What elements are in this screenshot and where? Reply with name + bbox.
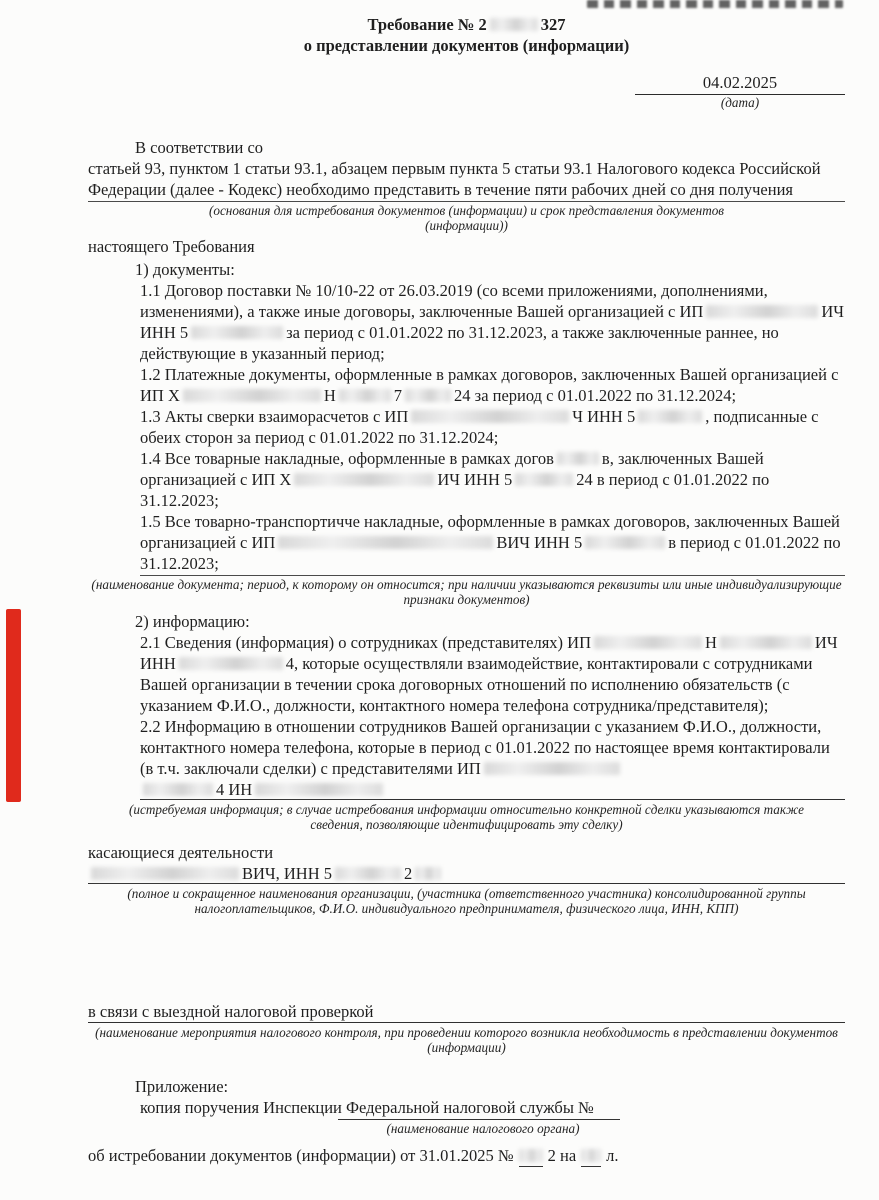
redaction <box>335 867 401 880</box>
info-item-2-1 <box>140 632 845 716</box>
information-caption: (истребуемая информация; в случае истребования информации относительно конкретной сделки указываются также сведения, позволяющие идентифицировать эту сделку) <box>129 801 804 832</box>
continuation-text: настоящего Требования <box>88 236 255 256</box>
attachment-heading: Приложение: <box>135 1076 229 1096</box>
attachment-line: копия поручения Инспекции Федеральной налоговой службы № <box>140 1097 594 1117</box>
grounds-caption: (основания для истребования документов (информации) и срок представления документов (информации)) <box>208 202 725 233</box>
redaction <box>255 783 383 796</box>
field-underline <box>140 575 845 576</box>
vertical-gap <box>88 917 845 1001</box>
item-text: ИЧ ИНН 5 <box>437 469 513 489</box>
bottom-text: 2 на <box>547 1146 577 1165</box>
item-text: Ч ИНН 5 <box>572 406 636 426</box>
item-text: 2.1 Сведения (информация) о сотрудниках (представителях) ИП <box>140 632 591 652</box>
redaction <box>143 783 213 796</box>
subject-caption: (полное и сокращенное наименования организации, (участника (ответственного участника) консолидированной группы налогоплательщиков, Ф.И.О. индивидуального предпринимателя, физического лица, ИНН, КПП) <box>127 885 806 916</box>
item-text: 4, которые осуществляли взаимодействие, контактировали с сотрудниками Вашей организации в течении срока договорных отношений по исполнению обязательств (с указанием Ф.И.О., должности, контактного номера телефона сотрудника/представителя); <box>140 653 813 715</box>
redaction <box>585 536 665 549</box>
intro-paragraph <box>88 137 845 200</box>
cut-off-text-fragment <box>587 0 843 8</box>
redaction <box>490 18 538 31</box>
title-line-1 <box>88 14 845 35</box>
item-text: 2.2 Информацию в отношении сотрудников Вашей организации с указанием Ф.И.О., должности, контактного номера телефона, которые в период с 01.01.2022 по настоящее время контактировали (в т.ч. заключали сделки) с представителями ИП <box>140 716 830 778</box>
redaction <box>515 473 573 486</box>
subject-name-line <box>88 863 845 884</box>
red-highlight-marker <box>6 609 21 802</box>
redaction <box>278 536 493 549</box>
bottom-text: об истребовании документов (информации) от 31.01.2025 № <box>88 1146 514 1165</box>
redaction <box>91 867 239 880</box>
redaction <box>557 452 599 465</box>
item-text: 24 за период с 01.01.2022 по 31.12.2024; <box>454 385 737 405</box>
subject-lead: касающиеся деятельности <box>88 842 274 862</box>
redaction <box>638 410 702 423</box>
redaction <box>706 305 818 318</box>
redaction <box>294 473 434 486</box>
documents-list <box>88 280 845 574</box>
doc-item-1-2 <box>140 364 845 406</box>
documents-heading: 1) документы: <box>135 259 235 279</box>
doc-item-1-3 <box>140 406 845 448</box>
redaction <box>594 636 702 649</box>
information-list <box>88 632 845 779</box>
reason-caption: (наименование мероприятия налогового контроля, при проведении которого возникла необходимость в представлении документов (информации) <box>95 1024 838 1055</box>
item-text: в, заключенных Вашей организацией с ИП Х <box>140 448 764 489</box>
item-text: 1.3 Акты сверки взаиморасчетов с ИП <box>140 406 409 426</box>
redaction <box>484 762 620 775</box>
item-text: 1.5 Все товарно-транспортичче накладные, оформленные в рамках договоров, заключенных Вашей организацией с ИП <box>140 511 840 552</box>
doc-item-1-1 <box>140 280 845 364</box>
bottom-text: л. <box>606 1146 619 1165</box>
redaction <box>183 389 321 402</box>
redaction <box>339 389 391 402</box>
org-caption: (наименование налогового органа) <box>386 1120 580 1136</box>
item-text: ИЧ ИНН <box>140 632 838 673</box>
redaction <box>720 636 812 649</box>
redacted-number-field <box>519 1145 543 1167</box>
item-text: 24 в период с 01.01.2022 по 31.12.2023; <box>140 469 770 510</box>
item-text: в период с 01.01.2022 по 31.12.2023; <box>140 532 841 573</box>
item-text: Н <box>323 385 336 405</box>
date-caption: (дата) <box>720 95 760 110</box>
item-text: ВИЧ ИНН 5 <box>496 532 583 552</box>
redaction <box>519 1149 543 1162</box>
redaction <box>191 326 283 339</box>
intro-line-1: В соответствии со <box>135 137 264 157</box>
doc-item-1-4 <box>140 448 845 511</box>
redacted-underlined-line <box>140 779 845 800</box>
bottom-line <box>88 1145 845 1167</box>
documents-caption: (наименование документа; период, к которому он относится; при наличии указываются реквизиты или иные индивидуализирующие признаки документов) <box>91 576 842 607</box>
item-text: , подписанные с обеих сторон за период с 01.01.2022 по 31.12.2024; <box>140 406 819 447</box>
document-title <box>88 14 845 56</box>
redaction <box>405 389 451 402</box>
title-number-fragment: 327 <box>540 15 566 34</box>
item-text: за период с 01.01.2022 по 31.12.2023, а также заключенные раннее, но действующие в указанный период; <box>140 322 779 363</box>
title-text: Требование № 2 <box>367 15 487 34</box>
org-underline <box>338 1119 620 1120</box>
date-value: 04.02.2025 <box>635 72 845 95</box>
item-text: ИЧ ИНН 5 <box>140 301 844 342</box>
item-text: 7 <box>393 385 403 405</box>
item-text: 1.4 Все товарные накладные, оформленные в рамках догов <box>140 448 554 468</box>
redaction <box>179 657 283 670</box>
date-field <box>635 72 845 111</box>
info-item-2-2 <box>140 716 845 779</box>
subject-name-fragment: 2 <box>404 863 413 883</box>
redaction <box>581 1149 601 1162</box>
item-text: 1.2 Платежные документы, оформленные в рамках договоров, заключенных Вашей организацией с ИП Х <box>140 364 839 405</box>
field-underline <box>88 201 845 202</box>
redaction <box>415 867 441 880</box>
redaction <box>411 410 569 423</box>
information-heading: 2) информацию: <box>135 611 250 631</box>
redacted-number-field <box>581 1145 601 1167</box>
intro-line-2: статьей 93, пунктом 1 статьи 93.1, абзацем первым пункта 5 статьи 93.1 Налогового кодекса Российской Федерации (далее - Кодекс) необходимо представить в течение пяти рабочих дней со дня получения <box>88 158 821 199</box>
subject-name-fragment: ВИЧ, ИНН 5 <box>242 863 333 883</box>
title-line-2: о представлении документов (информации) <box>303 36 630 55</box>
doc-item-1-5 <box>140 511 845 574</box>
reason-text: в связи с выездной налоговой проверкой <box>88 1001 845 1023</box>
item-text: 1.1 Договор поставки № 10/10-22 от 26.03.2019 (со всеми приложениями, дополнениями, изменениями), а также иные договоры, заключенные Вашей организацией с ИП <box>140 280 768 321</box>
redacted-line-fragment: 4 ИН <box>216 779 253 799</box>
item-text: Н <box>705 632 717 652</box>
information-section <box>88 611 845 800</box>
